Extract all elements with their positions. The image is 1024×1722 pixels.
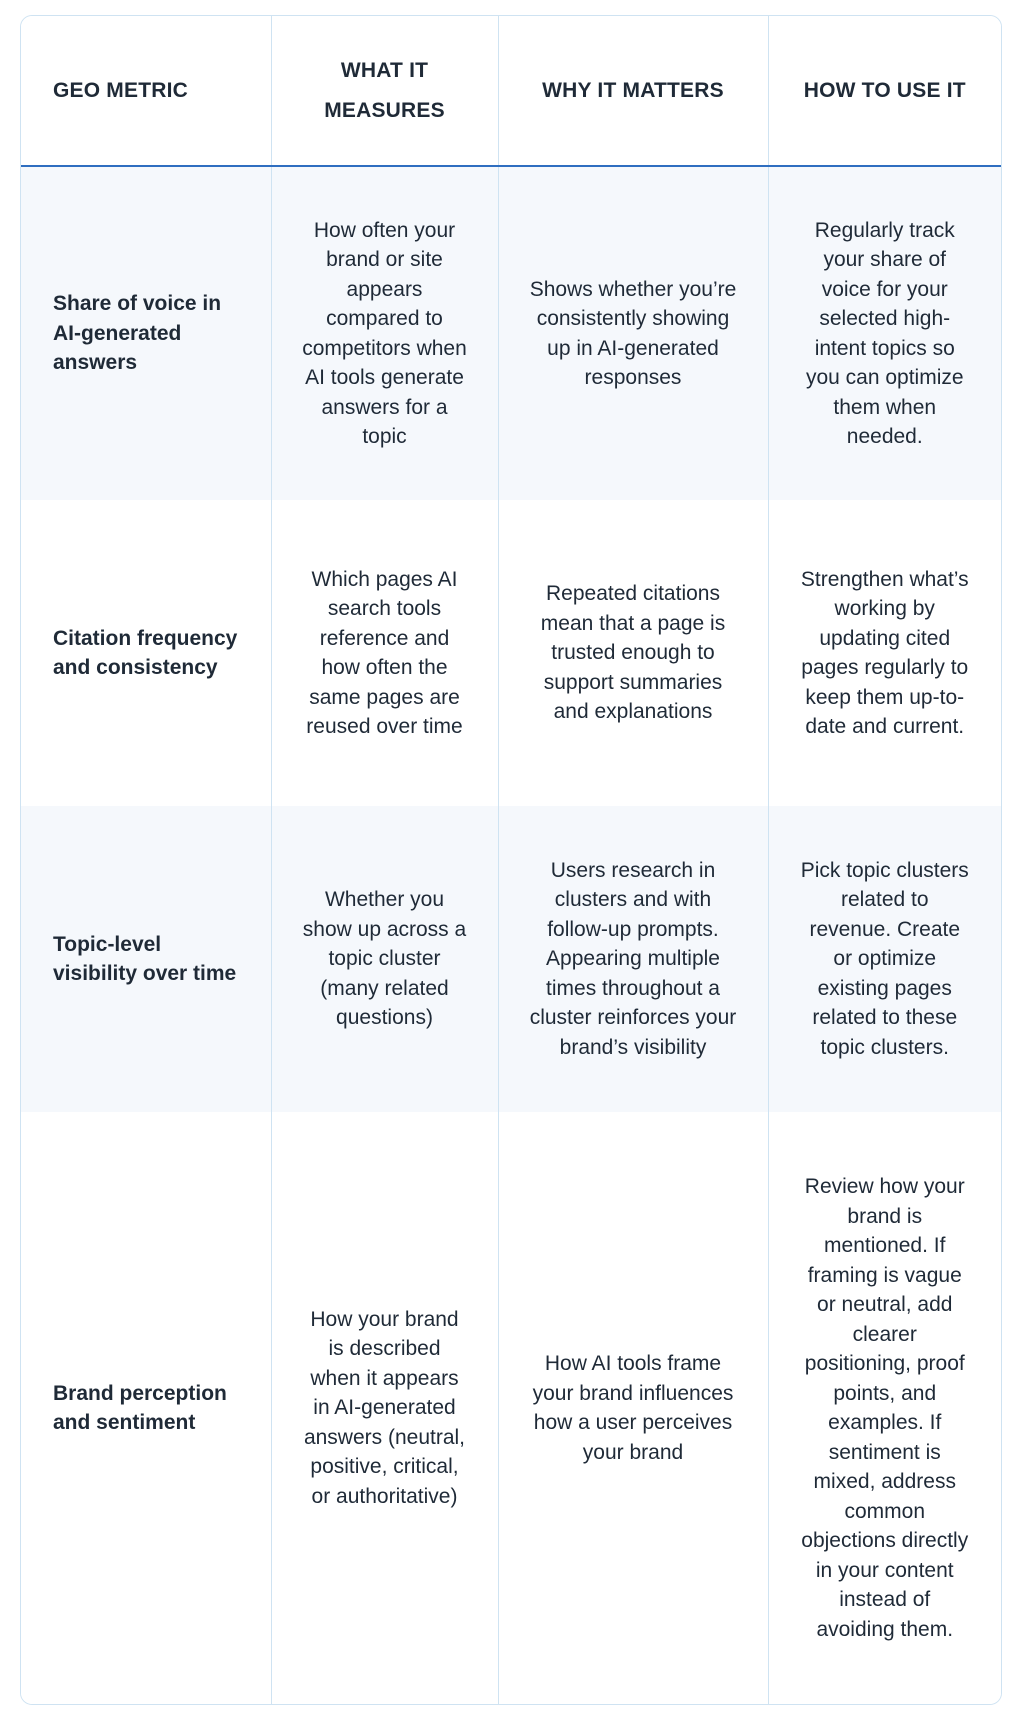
metric-cell: Share of voice in AI-generated answers: [21, 166, 271, 500]
header-what-it-measures: WHAT IT MEASURES: [271, 16, 498, 166]
metric-cell: Topic-level visibility over time: [21, 806, 271, 1112]
table-header: [21, 16, 1001, 166]
measures-cell: Whether you show up across a topic cluster (many related questions): [271, 806, 498, 1112]
use-cell: Review how your brand is mentioned. If framing is vague or neutral, add clearer positioning, proof points, and examples. If sentiment is mixed, address common objections directly in your content instead of avoiding them.: [768, 1112, 1001, 1704]
matters-cell: Shows whether you’re consistently showing up in AI-generated responses: [498, 166, 768, 500]
metric-cell: Citation frequency and consistency: [21, 500, 271, 806]
header-geo-metric: GEO METRIC: [21, 16, 271, 166]
matters-cell: Repeated citations mean that a page is trusted enough to support summaries and explanations: [498, 500, 768, 806]
matters-cell: Users research in clusters and with follow-up prompts. Appearing multiple times throughout a cluster reinforces your brand’s visibility: [498, 806, 768, 1112]
measures-cell: How your brand is described when it appears in AI-generated answers (neutral, positive, critical, or authoritative): [271, 1112, 498, 1704]
header-why-it-matters: WHY IT MATTERS: [498, 16, 768, 166]
matters-cell: How AI tools frame your brand influences how a user perceives your brand: [498, 1112, 768, 1704]
table-row: [21, 806, 1001, 1112]
use-cell: Regularly track your share of voice for your selected high-intent topics so you can optimize them when needed.: [768, 166, 1001, 500]
use-cell: Pick topic clusters related to revenue. Create or optimize existing pages related to these topic clusters.: [768, 806, 1001, 1112]
measures-cell: How often your brand or site appears compared to competitors when AI tools generate answers for a topic: [271, 166, 498, 500]
header-how-to-use-it: HOW TO USE IT: [768, 16, 1001, 166]
metric-cell: Brand perception and sentiment: [21, 1112, 271, 1704]
table-body: [21, 166, 1001, 1704]
geo-metrics-table: [20, 15, 1002, 1705]
metrics-table: [21, 16, 1001, 1704]
table-row: [21, 500, 1001, 806]
use-cell: Strengthen what’s working by updating cited pages regularly to keep them up-to-date and current.: [768, 500, 1001, 806]
table-row: [21, 166, 1001, 500]
table-row: [21, 1112, 1001, 1704]
header-row: [21, 16, 1001, 166]
measures-cell: Which pages AI search tools reference and how often the same pages are reused over time: [271, 500, 498, 806]
